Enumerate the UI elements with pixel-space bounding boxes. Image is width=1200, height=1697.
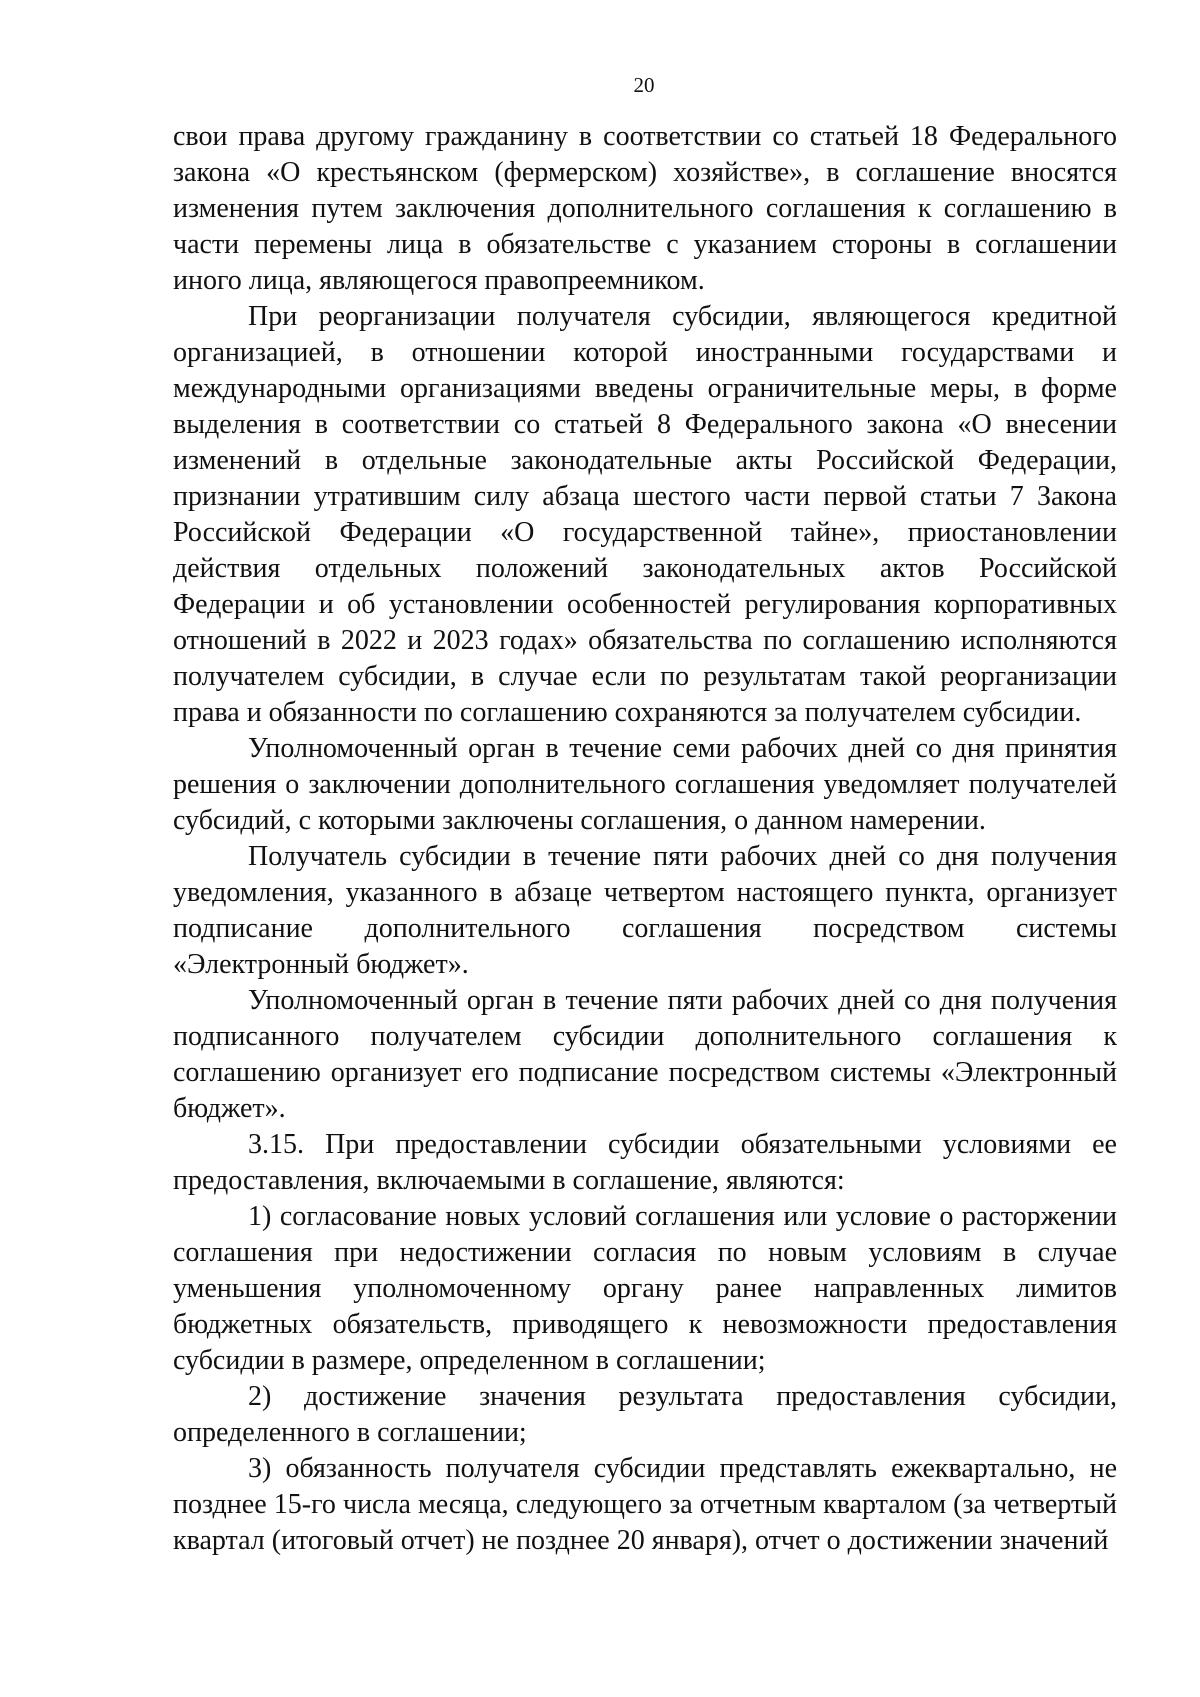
paragraph-recipient-signing: Получатель субсидии в течение пяти рабочих дней со дня получения уведомления, указанного в абзаце четвертом настоящего пункта, организует подписание дополнительного соглашения посредством системы «Электронный бюджет». bbox=[173, 841, 1117, 980]
paragraph-item-3: 3) обязанность получателя субсидии представлять ежеквартально, не позднее 15-го числа месяца, следующего за отчетным кварталом (за четвертый квартал (итоговый отчет) не позднее 20 января), отчет о достижении значений bbox=[173, 1453, 1117, 1556]
paragraph-clause-3-15: 3.15. При предоставлении субсидии обязательными условиями ее предоставления, включаемыми в соглашение, являются: bbox=[173, 1129, 1117, 1196]
paragraph-item-2: 2) достижение значения результата предоставления субсидии, определенного в соглашении; bbox=[173, 1381, 1117, 1448]
paragraph-item-1: 1) согласование новых условий соглашения или условие о расторжении соглашения при недостижении согласия по новым условиям в случае уменьшения уполномоченному органу ранее направленных лимитов бюджетных обязательств, приводящего к невозможности предоставления субсидии в размере, определенном в соглашении; bbox=[173, 1201, 1117, 1376]
document-body bbox=[173, 119, 1117, 1559]
paragraph-reorganization: При реорганизации получателя субсидии, являющегося кредитной организацией, в отношении которой иностранными государствами и международными организациями введены ограничительные меры, в форме выделения в соответствии со статьей 8 Федерального закона «О внесении изменений в отдельные законодательные акты Российской Федерации, признании утратившим силу абзаца шестого части первой статьи 7 Закона Российской Федерации «О государственной тайне», приостановлении действия отдельных положений законодательных актов Российской Федерации и об установлении особенностей регулирования корпоративных отношений в 2022 и 2023 годах» обязательства по соглашению исполняются получателем субсидии, в случае если по результатам такой реорганизации права и обязанности по соглашению сохраняются за получателем субсидии. bbox=[173, 301, 1117, 728]
paragraph-notification: Уполномоченный орган в течение семи рабочих дней со дня принятия решения о заключении дополнительного соглашения уведомляет получателей субсидий, с которыми заключены соглашения, о данном намерении. bbox=[173, 733, 1117, 836]
page-number: 20 bbox=[633, 73, 655, 97]
paragraph-continued: свои права другому гражданину в соответствии со статьей 18 Федерального закона «О крестьянском (фермерском) хозяйстве», в соглашение вносятся изменения путем заключения дополнительного соглашения к соглашению в части перемены лица в обязательстве с указанием стороны в соглашении иного лица, являющегося правопреемником. bbox=[173, 121, 1117, 296]
paragraph-authority-signing: Уполномоченный орган в течение пяти рабочих дней со дня получения подписанного получателем субсидии дополнительного соглашения к соглашению организует его подписание посредством системы «Электронный бюджет». bbox=[173, 985, 1117, 1124]
